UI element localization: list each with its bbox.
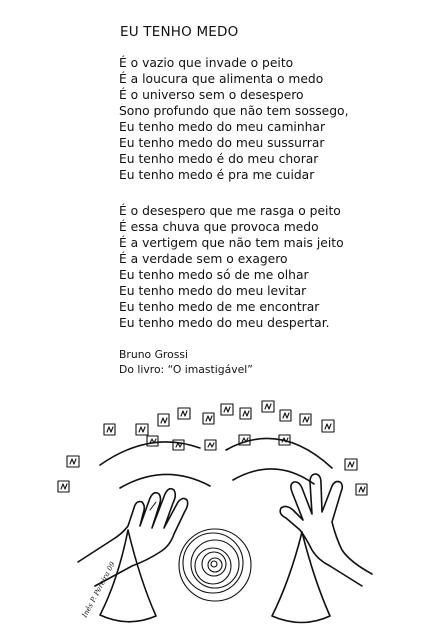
poem-line: É o universo sem o desespero <box>119 88 304 102</box>
right-teardrop <box>272 532 330 623</box>
poem-line: Eu tenho medo só de me olhar <box>119 268 309 282</box>
mark <box>280 410 291 421</box>
poem-line: É essa chuva que provoca medo <box>119 220 319 234</box>
poem-line: Eu tenho medo do meu levitar <box>119 284 307 298</box>
artist-signature: Inês P. Pereira 09 <box>80 560 117 619</box>
hands-illustration <box>0 380 427 640</box>
mark <box>240 408 251 419</box>
left-eye <box>120 474 210 488</box>
mark <box>300 414 311 425</box>
author-name: Bruno Grossi <box>119 348 188 361</box>
left-hand <box>78 489 188 586</box>
mark <box>345 459 357 470</box>
poem-line: É a verdade sem o exagero <box>119 252 288 266</box>
mark <box>136 424 148 435</box>
poem-line: Eu tenho medo do meu sussurrar <box>119 136 325 150</box>
credits <box>119 347 253 377</box>
mark <box>67 456 79 467</box>
mark <box>158 414 169 426</box>
mark <box>178 408 190 419</box>
poem-line: É o vazio que invade o peito <box>119 56 294 70</box>
poem-line: Eu tenho medo é pra me cuidar <box>119 168 315 182</box>
poem-title: EU TENHO MEDO <box>120 24 239 40</box>
mark <box>203 413 214 424</box>
right-hand <box>280 474 372 586</box>
mark <box>58 481 69 492</box>
stanza-1 <box>119 55 348 183</box>
stanza-2 <box>119 203 344 331</box>
spiral <box>179 529 251 601</box>
mark <box>356 484 367 495</box>
mark <box>322 420 334 432</box>
mark <box>147 436 158 446</box>
poem-line: Sono profundo que não tem sossego, <box>119 104 349 118</box>
mark <box>262 401 274 412</box>
poem-line: Eu tenho medo do meu caminhar <box>119 120 326 134</box>
mark <box>104 424 115 435</box>
right-eye <box>233 469 314 484</box>
poem-line: É a loucura que alimenta o medo <box>119 72 324 86</box>
mark <box>205 440 216 450</box>
left-eyebrow <box>100 442 200 465</box>
poem-line: Eu tenho medo é do meu chorar <box>119 152 319 166</box>
poem-line: Eu tenho medo de me encontrar <box>119 300 320 314</box>
poem-line: Eu tenho medo do meu despertar. <box>119 316 330 330</box>
poem-line: É a vertigem que não tem mais jeito <box>119 236 344 250</box>
poem-line: É o desespero que me rasga o peito <box>119 204 341 218</box>
mark <box>221 404 233 415</box>
book-reference: Do livro: “O imastigável” <box>119 363 253 376</box>
